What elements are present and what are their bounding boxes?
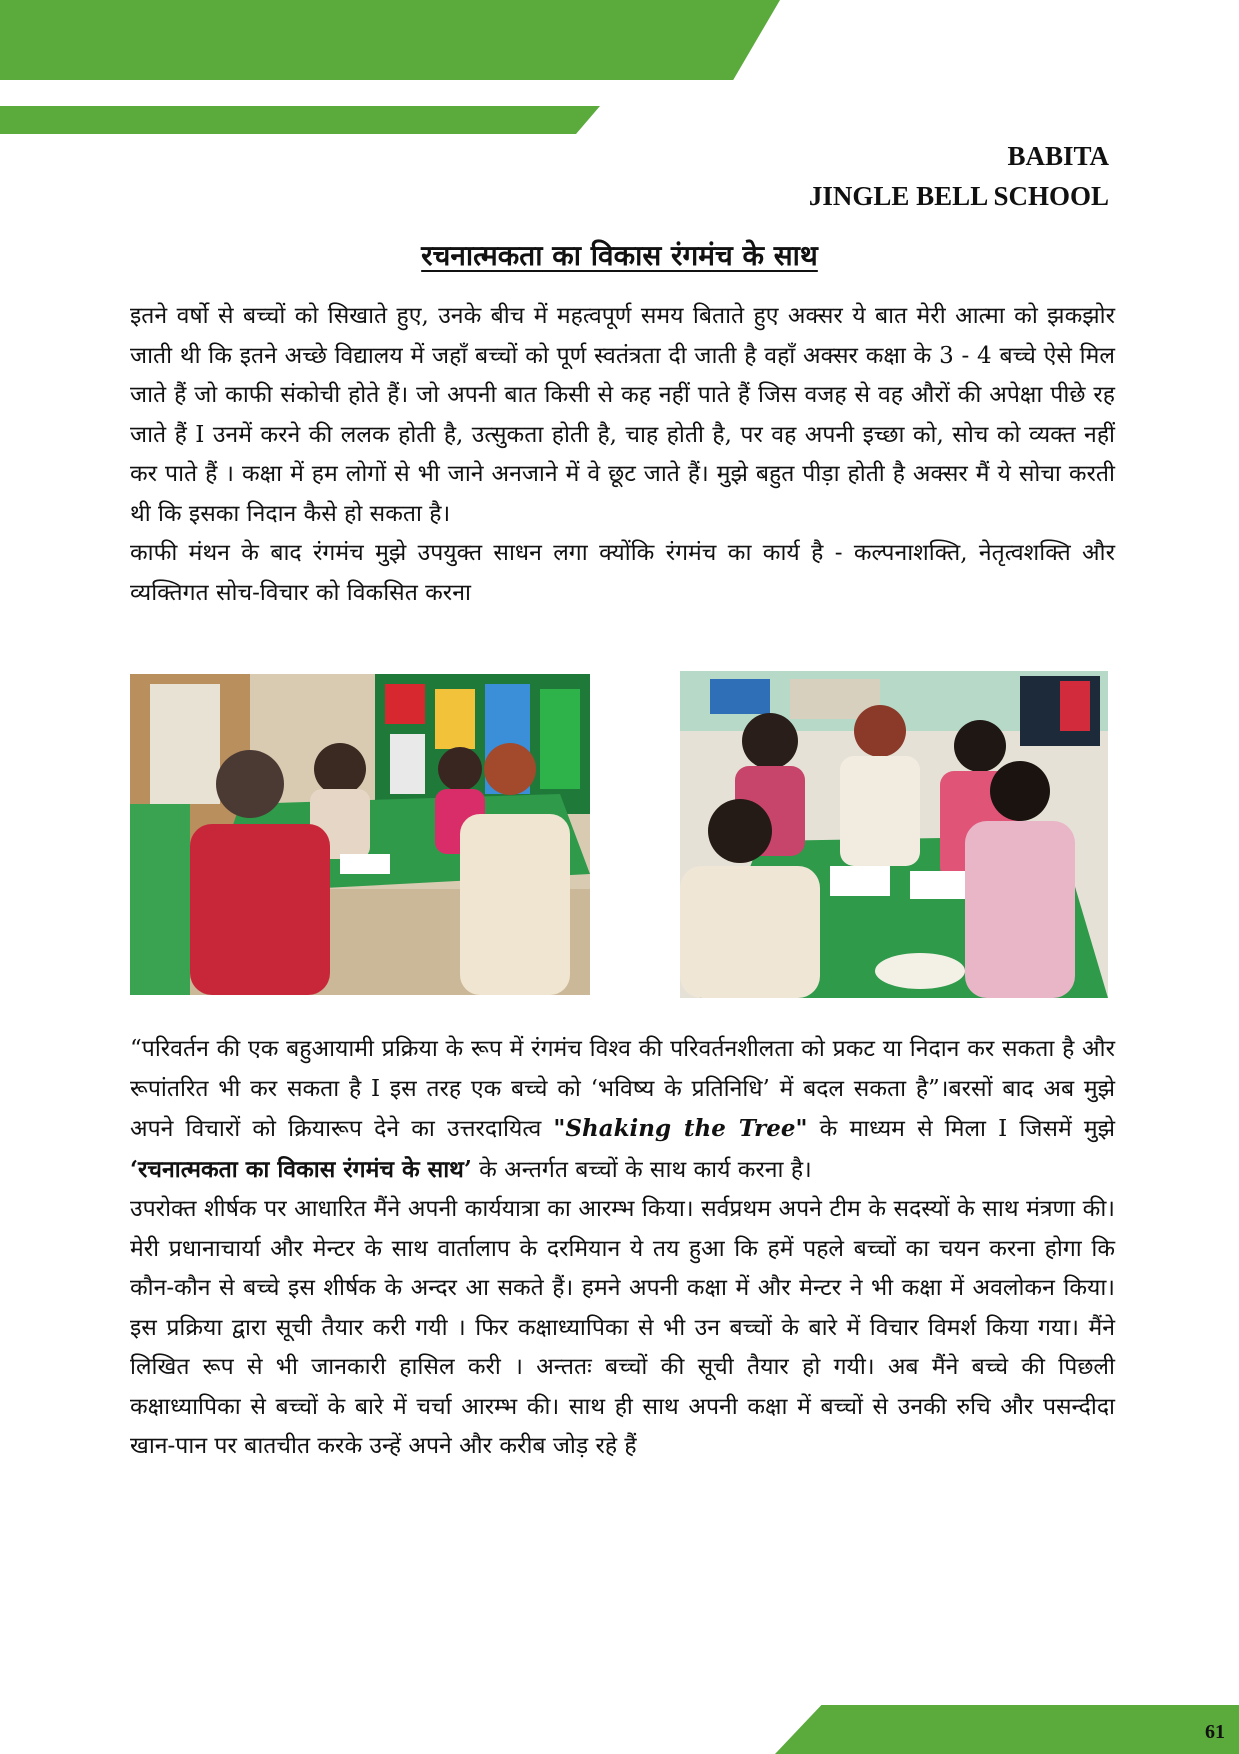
- article-intro: [130, 297, 1115, 613]
- article-body: [130, 1030, 1115, 1467]
- quote-continuation: के माध्यम से मिला I जिसमें मुझे: [807, 1116, 1115, 1142]
- emphasized-title: ‘रचनात्मकता का विकास रंगमंच के साथ’: [130, 1155, 472, 1183]
- author-name: BABITA: [1007, 141, 1109, 171]
- program-name: "Shaking the Tree": [553, 1115, 808, 1142]
- paragraph-3: [130, 1030, 1115, 1190]
- workshop-photo-left: [130, 674, 590, 995]
- paragraph-1: इतने वर्षो से बच्चों को सिखाते हुए, उनके बीच में महत्वपूर्ण समय बिताते हुए अक्सर ये बात मेरी आत्मा को झकझोर जाती थी कि इतने अच्छे विद्यालय में जहाँ बच्चों को पूर्ण स्वतंत्रता दी जाती है वहाँ अक्सर कक्षा के 3 - 4 बच्चे ऐसे मिल जाते हैं जो काफी संकोची होते हैं। जो अपनी बात किसी से कह नहीं पाते हैं जिस वजह से वह औरों की अपेक्षा पीछे रह जाते हैं I उनमें करने की ललक होती है, उत्सुकता होती है, चाह होती है, पर वह अपनी इच्छा को, सोच को व्यक्त नहीं कर पाते हैं । कक्षा में हम लोगों से भी जाने अनजाने में वे छूट जाते हैं। मुझे बहुत पीड़ा होती है अक्सर मैं ये सोचा करती थी कि इसका निदान कैसे हो सकता है।: [130, 303, 1115, 527]
- paragraph-4: उपरोक्त शीर्षक पर आधारित मैंने अपनी कार्ययात्रा का आरम्भ किया। सर्वप्रथम अपने टीम के सदस्यों के साथ मंत्रणा की। मेरी प्रधानाचार्या और मेन्टर के साथ वार्तालाप के दरमियान ये तय हुआ कि हमें पहले बच्चों का चयन करना होगा कि कौन-कौन से बच्चे इस शीर्षक के अन्दर आ सकते हैं। हमने अपनी कक्षा में और मेन्टर ने भी कक्षा में अवलोकन किया। इस प्रक्रिया द्वारा सूची तैयार करी गयी । फिर कक्षाध्यापिका से भी उन बच्चों के बारे में विचार विमर्श किया गया। मैंने लिखित रूप से भी जानकारी हासिल करी । अन्ततः बच्चों की सूची तैयार हो गयी। अब मैंने बच्चे की पिछली कक्षाध्यापिका से बच्चों के बारे में चर्चा आरम्भ की। साथ ही साथ अपनी कक्षा में बच्चों से उनकी रुचि और पसन्दीदा खान-पान पर बातचीत करके उन्हें अपने और करीब जोड़ रहे हैं: [130, 1196, 1115, 1459]
- quote-ending: के अन्तर्गत बच्चों के साथ कार्य करना है।: [471, 1156, 812, 1183]
- page-number: 61: [1205, 1721, 1225, 1743]
- workshop-photo-right: [680, 671, 1108, 998]
- article-title: रचनात्मकता का विकास रंगमंच के साथ: [421, 239, 818, 272]
- school-name: JINGLE BELL SCHOOL: [808, 181, 1109, 211]
- header-green-band-top: [0, 0, 780, 80]
- author-block: [809, 136, 1109, 216]
- paragraph-2: काफी मंथन के बाद रंगमंच मुझे उपयुक्त साधन लगा क्योंकि रंगमंच का कार्य है - कल्पनाशक्ति, नेतृत्वशक्ति और व्यक्तिगत सोच-विचार को विकसित करना: [130, 540, 1115, 606]
- footer-green-band: [775, 1705, 1239, 1754]
- quote-text: “परिवर्तन की एक बहुआयामी प्रक्रिया के रूप में रंगमंच विश्व की परिवर्तनशीलता को प्रकट या निदान कर सकता है और रूपांतरित भी कर सकता है I इस तरह एक बच्चे को ‘भविष्य के प्रतिनिधि’ में बदल सकता है”।बरसों बाद अब मुझे अपने विचारों को क्रियारूप देने का उत्तरदायित्व: [130, 1036, 1115, 1142]
- header-green-band-bottom: [0, 106, 600, 134]
